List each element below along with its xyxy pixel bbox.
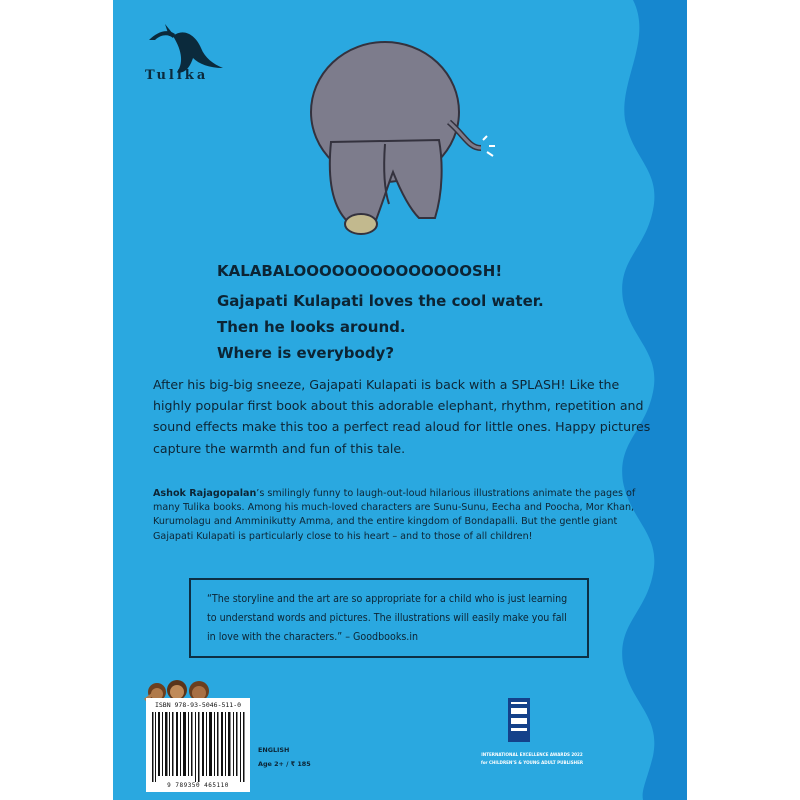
barcode-icon — [150, 712, 246, 782]
elephant-illustration — [293, 32, 513, 242]
blurb-line: Where is everybody? — [217, 344, 395, 362]
blurb-line: KALABALOOOOOOOOOOOOOOSH! — [217, 262, 503, 280]
barcode-label — [146, 698, 250, 792]
book-back-cover — [113, 0, 687, 800]
author-bio-text: ’s smilingly funny to laugh-out-loud hilarious illustrations animate the pages of many Tulika books. Among his much-loved characters are Sunu-Sunu, Eecha and Poocha, Mor Khan, Kurumolagu and Amminikutty Amma, and the entire kingdom of Bondapalli. But the gentle giant Gajapati Kulapati is particularly close to his heart – and to those of all children! — [153, 488, 636, 542]
isbn-number: ISBN 978-93-5046-511-0 — [154, 701, 242, 709]
author-bio — [153, 487, 653, 544]
publisher-name: Tulika — [145, 68, 209, 83]
barcode-digits: 9 789350 465110 — [167, 782, 229, 789]
review-quote: “The storyline and the art are so appropriate for a child who is just learning to understand words and pictures. The illustrations will easily make you fall in love with the characters.” – Goodbooks.in — [207, 593, 568, 643]
book-fair-badge-icon — [508, 698, 530, 742]
book-description: After his big-big sneeze, Gajapati Kulapati is back with a SPLASH! Like the highly popular first book about this adorable elephant, rhythm, repetition and sound effects make this too a perfect read aloud for little ones. Happy pictures capture the warmth and fun of this tale. — [153, 377, 651, 456]
language-label: ENGLISH — [258, 746, 290, 754]
author-name: Ashok Rajagopalan — [153, 488, 257, 499]
blurb-line: Gajapati Kulapati loves the cool water. — [217, 292, 544, 310]
blurb-line: Then he looks around. — [217, 318, 406, 336]
award-text: for CHILDREN’S & YOUNG ADULT PUBLISHER — [480, 760, 584, 765]
review-quote-box — [189, 578, 589, 658]
age-price-label: Age 2+ / ₹ 185 — [258, 760, 311, 768]
award-text: INTERNATIONAL EXCELLENCE AWARDS 2022 — [481, 752, 583, 757]
